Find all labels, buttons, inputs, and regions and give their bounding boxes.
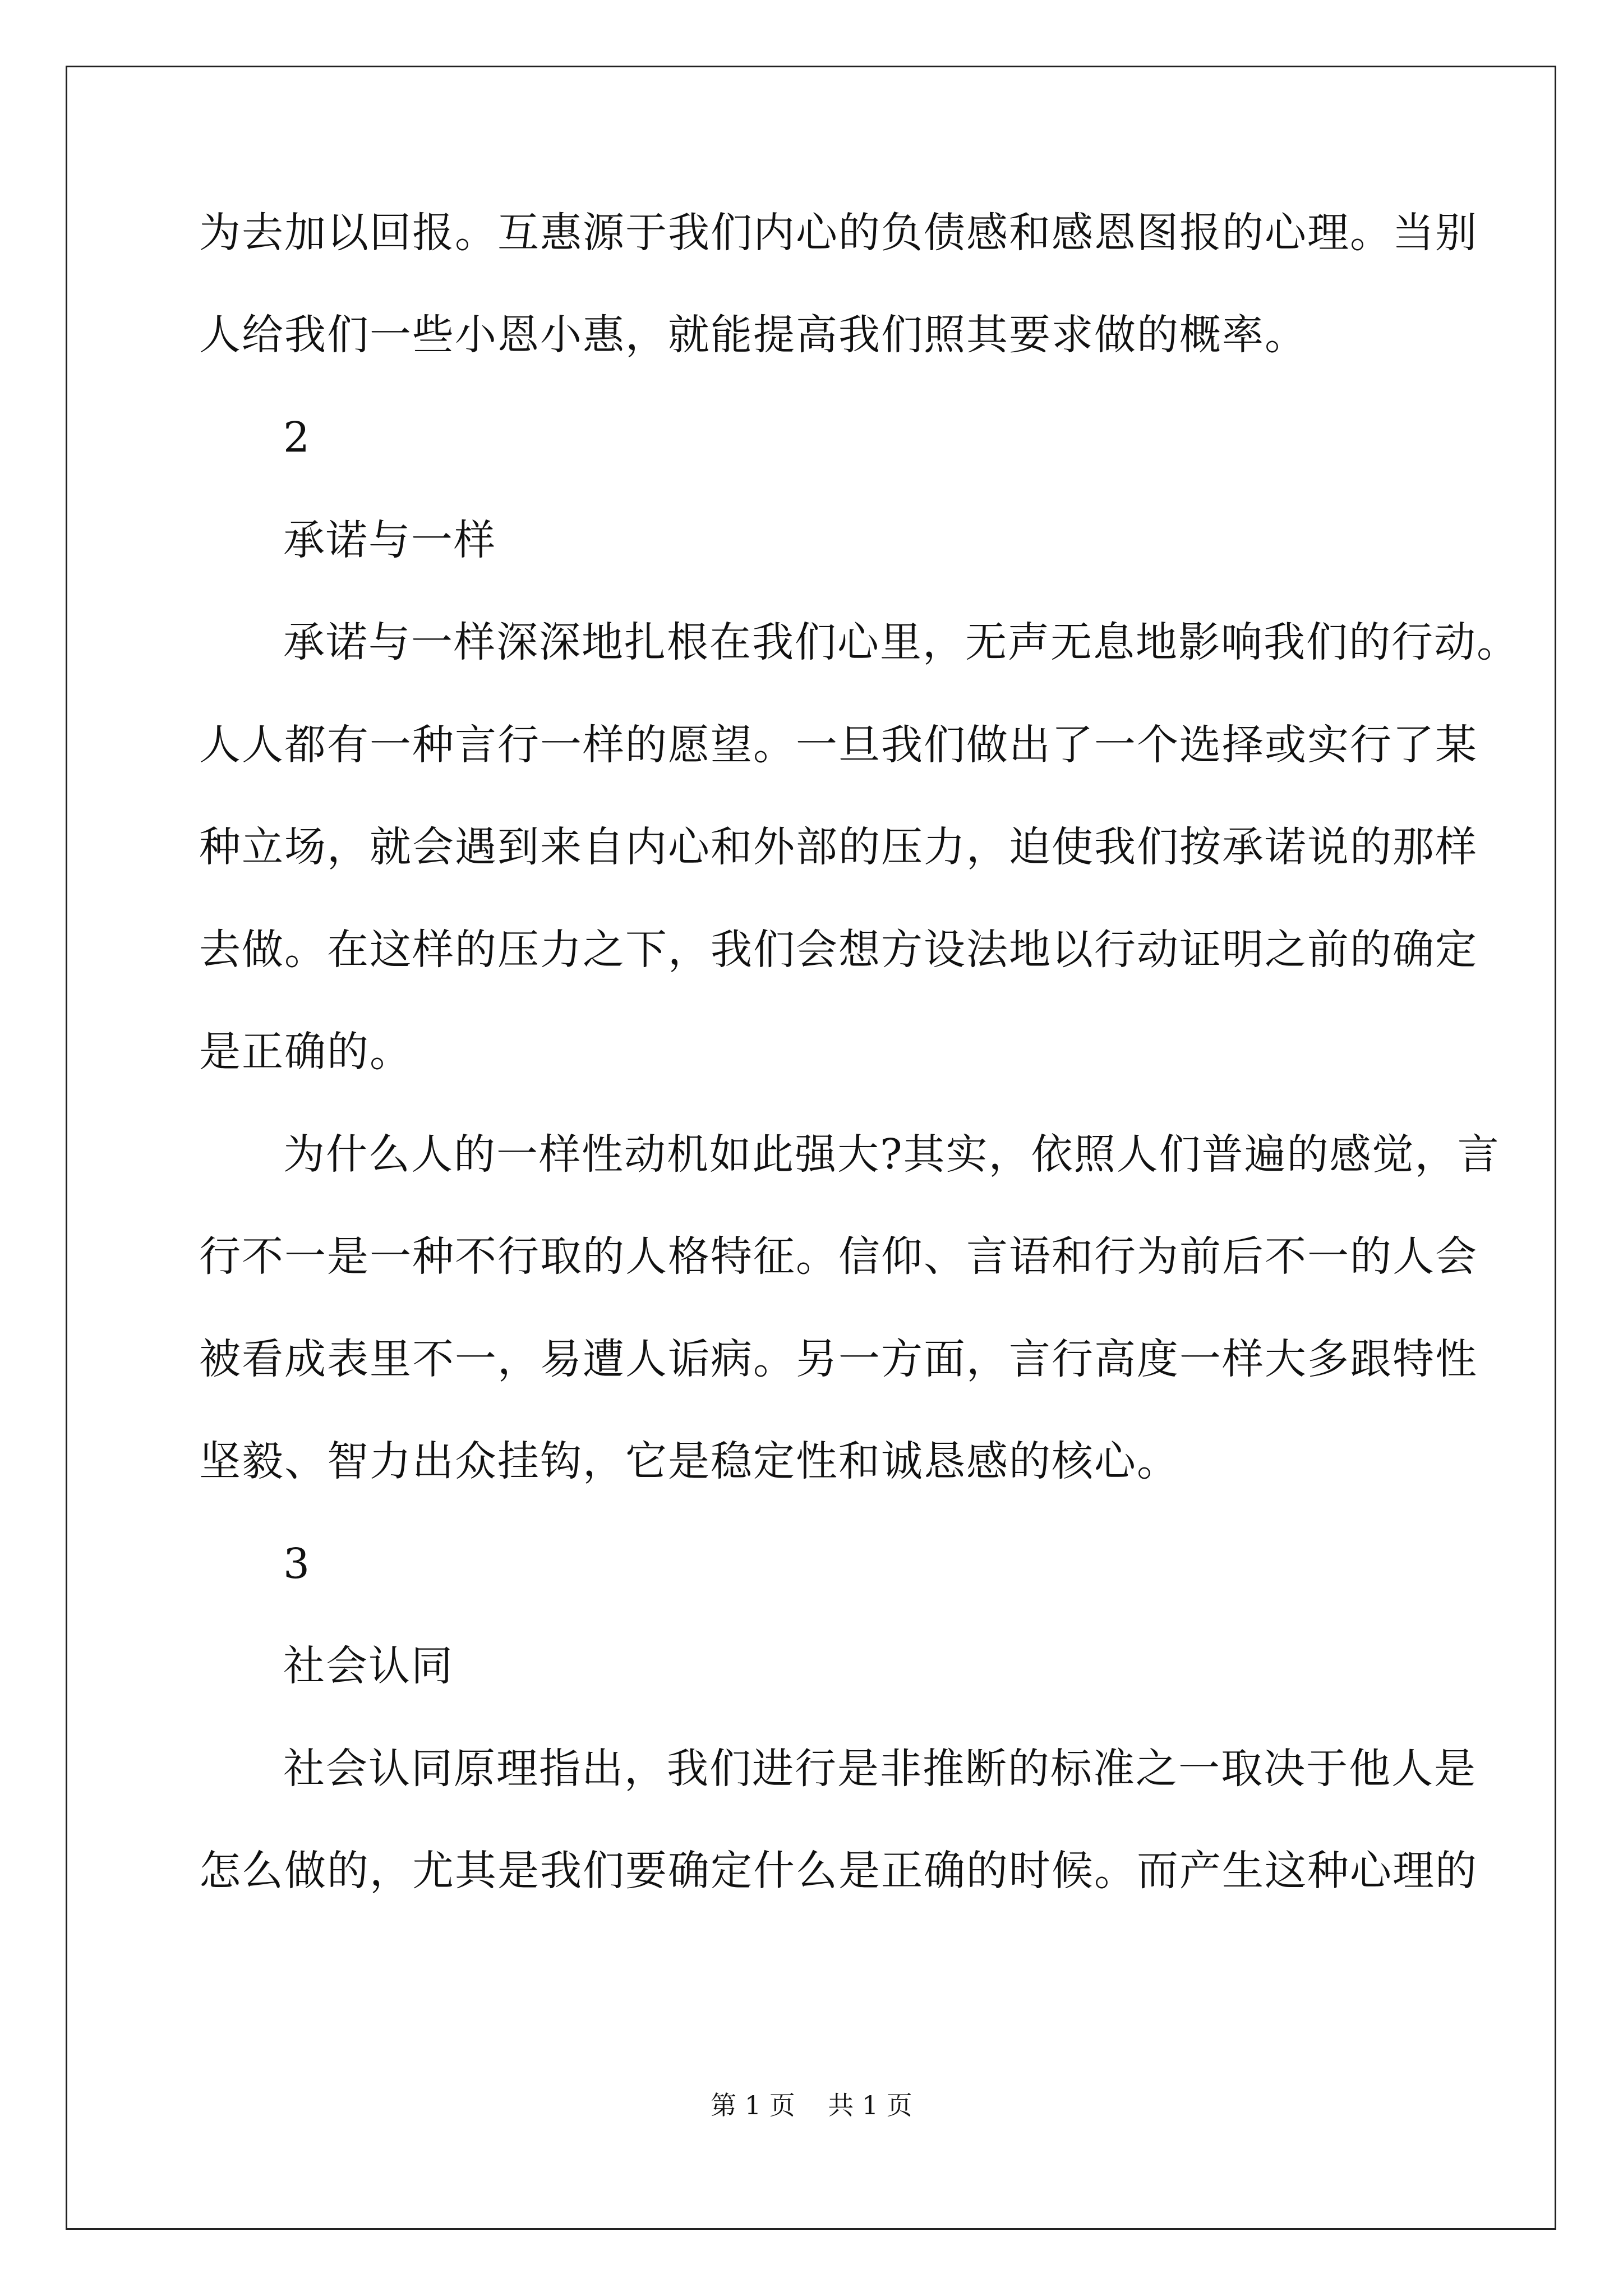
text-line: 是正确的。 <box>199 1028 412 1076</box>
text-line: 为什么人的一样性动机如此强大?其实，依照人们普遍的感觉，言 <box>283 1130 1500 1179</box>
page-footer: 第 1 页 共 1 页 <box>711 2090 912 2120</box>
text-line: 人人都有一种言行一样的愿望。一旦我们做出了一个选择或实行了某 <box>199 721 1478 769</box>
text-line: 坚毅、智力出众挂钩，它是稳定性和诚恳感的核心。 <box>199 1437 1179 1485</box>
text-line: 被看成表里不一，易遭人诟病。另一方面，言行高度一样大多跟特性 <box>199 1335 1478 1383</box>
section-number: 3 <box>283 1540 311 1588</box>
text-line: 社会认同原理指出，我们进行是非推断的标准之一取决于他人是 <box>283 1745 1477 1793</box>
text-line: 行不一是一种不行取的人格特征。信仰、言语和行为前后不一的人会 <box>199 1232 1478 1281</box>
text-line: 承诺与一样深深地扎根在我们心里，无声无息地影响我们的行动。 <box>283 618 1519 666</box>
section-heading: 承诺与一样 <box>283 516 496 564</box>
text-line: 为去加以回报。互惠源于我们内心的负债感和感恩图报的心理。当别 <box>199 209 1478 257</box>
text-line: 种立场，就会遇到来自内心和外部的压力，迫使我们按承诺说的那样 <box>199 823 1478 871</box>
text-line: 人给我们一些小恩小惠，就能提高我们照其要求做的概率。 <box>199 311 1307 359</box>
section-number: 2 <box>283 413 311 462</box>
section-heading: 社会认同 <box>283 1642 454 1690</box>
text-line: 怎么做的，尤其是我们要确定什么是正确的时候。而产生这种心理的 <box>199 1847 1478 1895</box>
text-line: 去做。在这样的压力之下，我们会想方设法地以行动证明之前的确定 <box>199 926 1478 974</box>
